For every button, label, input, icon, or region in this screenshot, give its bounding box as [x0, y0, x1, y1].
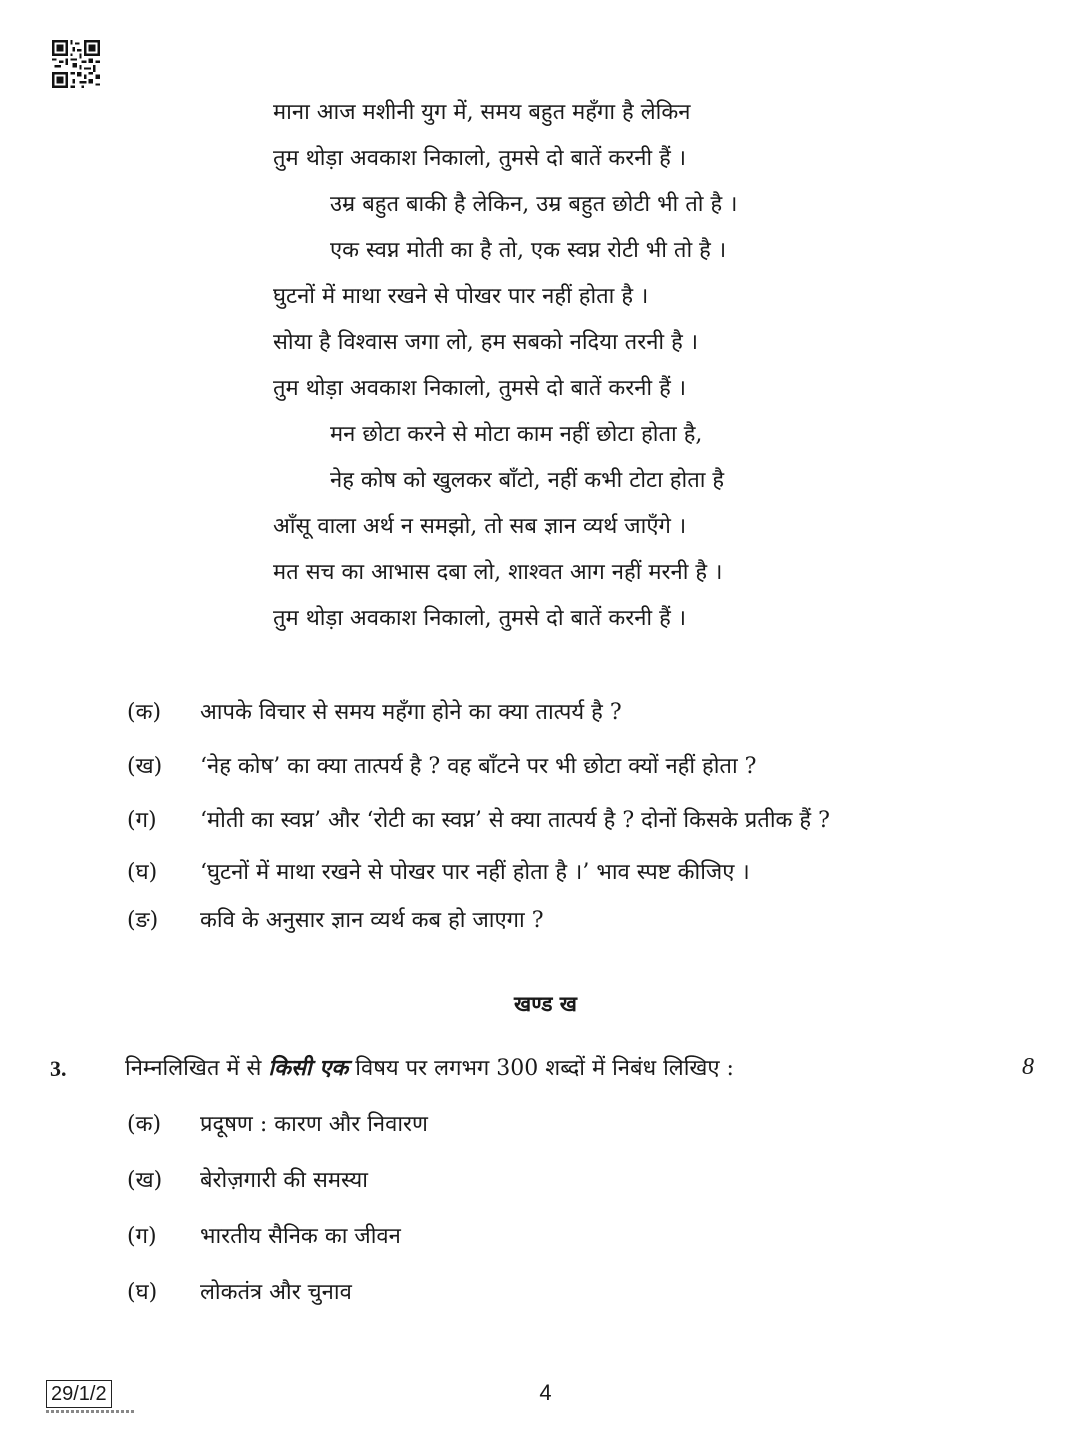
poem-line: तुम थोड़ा अवकाश निकालो, तुमसे दो बातें करनी हैं । [273, 376, 687, 401]
question-label: (ख) [127, 754, 163, 779]
instruction-text: विषय पर लगभग 300 शब्दों में निबंध लिखिए : [348, 1056, 734, 1081]
poem-line: उम्र बहुत बाकी है लेकिन, उम्र बहुत छोटी भी तो है । [330, 192, 738, 217]
question-number: 3. [50, 1056, 67, 1081]
instruction-text: निम्नलिखित में से [125, 1056, 269, 1081]
footer-barcode-strip [46, 1410, 136, 1413]
question-label: (क) [127, 700, 162, 725]
section-heading: खण्ड ख [514, 991, 577, 1016]
option-label: (ख) [127, 1168, 163, 1193]
poem-line: घुटनों में माथा रखने से पोखर पार नहीं होता है । [273, 284, 649, 309]
page-number: 4 [539, 1380, 552, 1405]
poem-line: तुम थोड़ा अवकाश निकालो, तुमसे दो बातें करनी हैं । [273, 606, 687, 631]
question-label: (घ) [127, 860, 158, 885]
question-instruction [125, 1053, 734, 1084]
poem-line: माना आज मशीनी युग में, समय बहुत महँगा है लेकिन [273, 100, 691, 125]
paper-code: 29/1/2 [46, 1380, 112, 1408]
option-text: बेरोज़गारी की समस्या [200, 1168, 368, 1193]
question-text: ‘मोती का स्वप्न’ और ‘रोटी का स्वप्न’ से क्या तात्पर्य है ? दोनों किसके प्रतीक हैं ? [200, 808, 830, 833]
poem-line: तुम थोड़ा अवकाश निकालो, तुमसे दो बातें करनी हैं । [273, 146, 687, 171]
qr-code-icon [52, 40, 100, 88]
option-label: (घ) [127, 1280, 158, 1305]
poem-line: एक स्वप्न मोती का है तो, एक स्वप्न रोटी भी तो है । [330, 238, 727, 263]
question-text: ‘घुटनों में माथा रखने से पोखर पार नहीं होता है ।’ भाव स्पष्ट कीजिए । [200, 860, 750, 885]
question-marks: 8 [1022, 1054, 1034, 1080]
question-text: ‘नेह कोष’ का क्या तात्पर्य है ? वह बाँटने पर भी छोटा क्यों नहीं होता ? [200, 754, 757, 779]
question-label: (ङ) [127, 908, 159, 933]
question-text: आपके विचार से समय महँगा होने का क्या तात्पर्य है ? [200, 700, 622, 725]
option-text: भारतीय सैनिक का जीवन [200, 1224, 401, 1249]
question-text: कवि के अनुसार ज्ञान व्यर्थ कब हो जाएगा ? [200, 908, 544, 933]
option-label: (क) [127, 1112, 162, 1137]
question-label: (ग) [127, 808, 157, 833]
option-text: लोकतंत्र और चुनाव [200, 1280, 352, 1305]
poem-line: आँसू वाला अर्थ न समझो, तो सब ज्ञान व्यर्थ जाएँगे । [273, 514, 687, 539]
option-label: (ग) [127, 1224, 157, 1249]
option-text: प्रदूषण : कारण और निवारण [200, 1112, 428, 1137]
instruction-emphasis: किसी एक [268, 1055, 349, 1081]
poem-line: सोया है विश्वास जगा लो, हम सबको नदिया तरनी है । [273, 330, 699, 355]
poem-line: नेह कोष को खुलकर बाँटो, नहीं कभी टोटा होता है [330, 468, 725, 493]
poem-line: मत सच का आभास दबा लो, शाश्वत आग नहीं मरनी है । [273, 560, 723, 585]
poem-line: मन छोटा करने से मोटा काम नहीं छोटा होता है, [330, 422, 703, 447]
